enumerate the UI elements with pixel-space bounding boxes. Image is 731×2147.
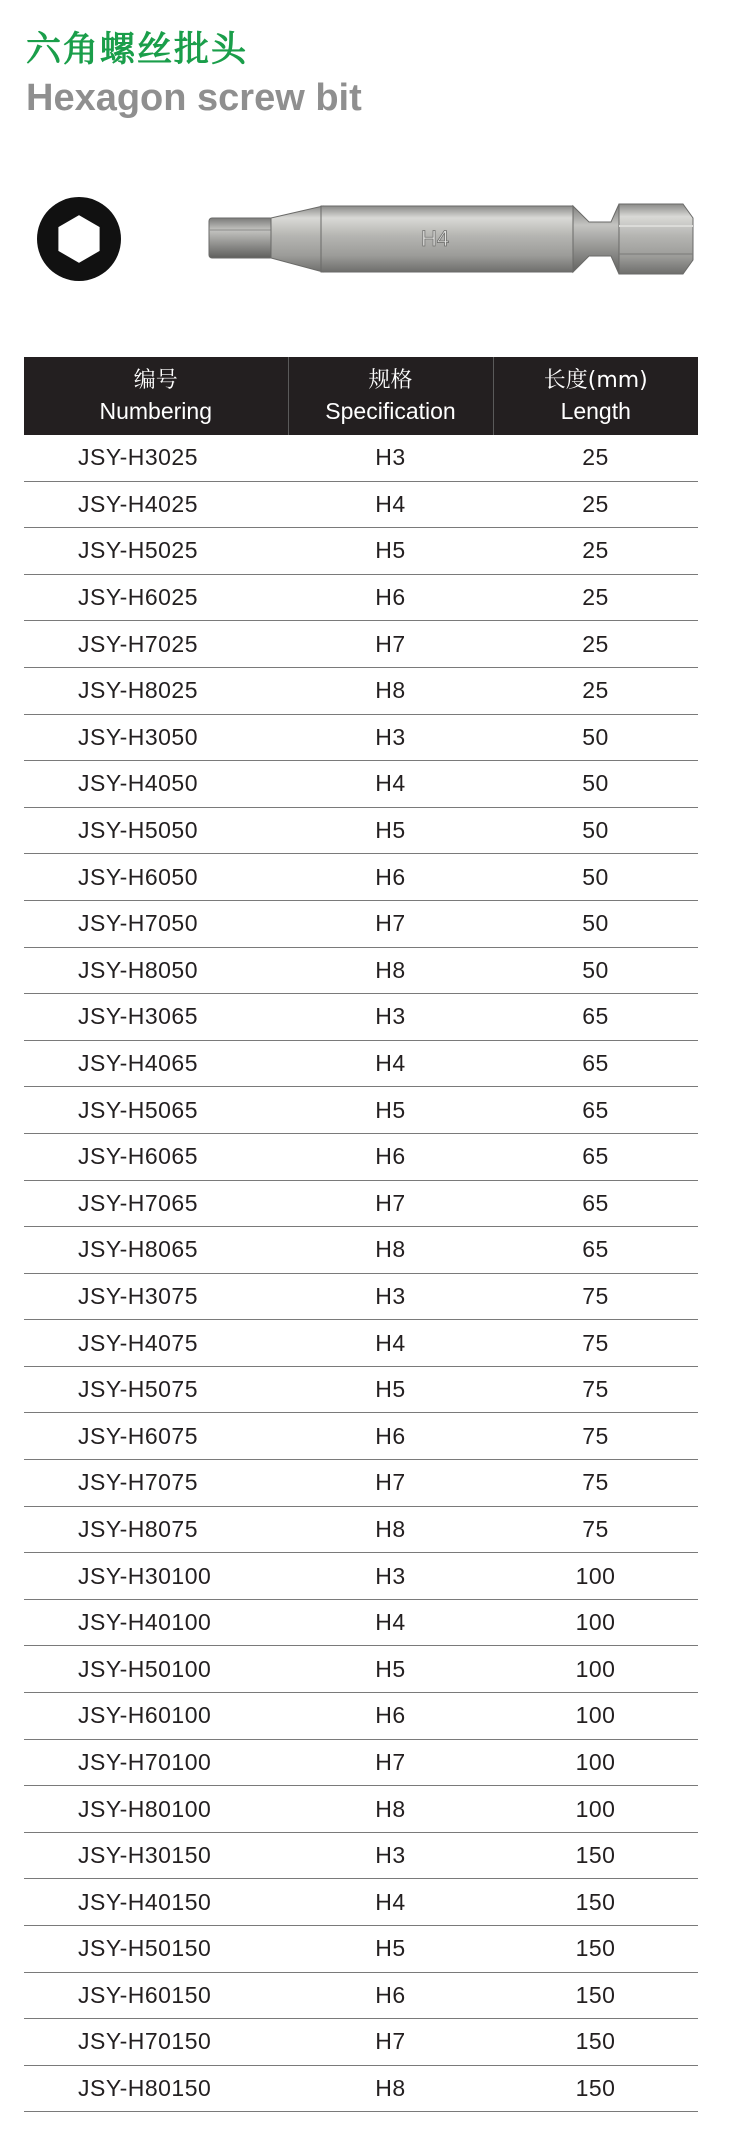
table-row [24,528,698,575]
header-specification-en: Specification [325,398,456,424]
table-row [24,807,698,854]
cell-numbering: JSY-H7025 [24,621,288,668]
cell-numbering: JSY-H5065 [24,1087,288,1134]
cell-specification: H7 [288,1739,493,1786]
cell-specification: H8 [288,947,493,994]
cell-length: 100 [493,1739,698,1786]
cell-numbering: JSY-H50100 [24,1646,288,1693]
table-row [24,1366,698,1413]
cell-specification: H3 [288,714,493,761]
cell-numbering: JSY-H4065 [24,1040,288,1087]
table-row [24,994,698,1041]
cell-numbering: JSY-H6065 [24,1133,288,1180]
table-row [24,667,698,714]
cell-numbering: JSY-H6075 [24,1413,288,1460]
table-row [24,1273,698,1320]
cell-numbering: JSY-H3065 [24,994,288,1041]
table-row [24,761,698,808]
cell-specification: H4 [288,1040,493,1087]
header-length-cn: 长度(mm) [543,368,648,393]
cell-numbering: JSY-H70150 [24,2019,288,2066]
cell-specification: H5 [288,1926,493,1973]
table-row [24,1553,698,1600]
cell-numbering: JSY-H7050 [24,900,288,947]
cell-length: 50 [493,761,698,808]
cell-length: 65 [493,1087,698,1134]
cell-specification: H5 [288,528,493,575]
table-row [24,1739,698,1786]
cell-length: 50 [493,714,698,761]
header-specification-cn: 规格 [368,368,413,393]
cell-specification: H3 [288,994,493,1041]
cell-specification: H7 [288,2019,493,2066]
table-row [24,1227,698,1274]
page-title-english: Hexagon screw bit [26,77,362,119]
cell-numbering: JSY-H60150 [24,1972,288,2019]
table-row [24,1133,698,1180]
cell-specification: H5 [288,807,493,854]
table-row [24,1926,698,1973]
cell-length: 75 [493,1273,698,1320]
header-numbering-en: Numbering [99,398,212,424]
cell-numbering: JSY-H40100 [24,1599,288,1646]
cell-numbering: JSY-H30100 [24,1553,288,1600]
cell-length: 75 [493,1366,698,1413]
cell-length: 75 [493,1413,698,1460]
table-row [24,1599,698,1646]
cell-length: 150 [493,1926,698,1973]
page-title-chinese: 六角螺丝批头 [26,30,249,70]
cell-specification: H4 [288,761,493,808]
table-row [24,481,698,528]
table-header-row [24,357,698,435]
cell-specification: H6 [288,1972,493,2019]
cell-length: 25 [493,667,698,714]
cell-specification: H4 [288,481,493,528]
cell-specification: H6 [288,1413,493,1460]
table-row [24,947,698,994]
header-numbering-cn: 编号 [133,368,178,393]
cell-specification: H5 [288,1366,493,1413]
cell-length: 150 [493,2019,698,2066]
cell-numbering: JSY-H80100 [24,1786,288,1833]
cell-numbering: JSY-H3050 [24,714,288,761]
cell-specification: H3 [288,1273,493,1320]
cell-numbering: JSY-H5025 [24,528,288,575]
cell-numbering: JSY-H6025 [24,574,288,621]
cell-length: 25 [493,528,698,575]
cell-length: 150 [493,2065,698,2112]
cell-specification: H5 [288,1646,493,1693]
table-row [24,1460,698,1507]
header-length-en: Length [560,398,631,424]
table-row [24,1786,698,1833]
cell-specification: H8 [288,1786,493,1833]
cell-specification: H8 [288,667,493,714]
table-row [24,1879,698,1926]
cell-numbering: JSY-H7065 [24,1180,288,1227]
cell-length: 100 [493,1786,698,1833]
table-row [24,900,698,947]
header-length [493,357,698,435]
cell-length: 50 [493,807,698,854]
table-row [24,1180,698,1227]
cell-specification: H6 [288,1693,493,1740]
table-row [24,1972,698,2019]
cell-numbering: JSY-H3025 [24,435,288,481]
cell-length: 25 [493,435,698,481]
cell-specification: H8 [288,1227,493,1274]
cell-specification: H7 [288,900,493,947]
cell-specification: H6 [288,574,493,621]
table-row [24,1693,698,1740]
cell-specification: H5 [288,1087,493,1134]
table-row [24,574,698,621]
cell-length: 100 [493,1646,698,1693]
cell-numbering: JSY-H4025 [24,481,288,528]
cell-specification: H8 [288,1506,493,1553]
cell-numbering: JSY-H5075 [24,1366,288,1413]
table-row [24,1832,698,1879]
hex-bit-illustration [205,196,697,282]
cell-length: 65 [493,1133,698,1180]
table-row [24,1506,698,1553]
cell-numbering: JSY-H4075 [24,1320,288,1367]
table-row [24,435,698,481]
cell-numbering: JSY-H40150 [24,1879,288,1926]
cell-length: 50 [493,947,698,994]
cell-specification: H3 [288,1553,493,1600]
cell-numbering: JSY-H8065 [24,1227,288,1274]
cell-specification: H4 [288,1879,493,1926]
cell-numbering: JSY-H6050 [24,854,288,901]
table-row [24,1646,698,1693]
cell-numbering: JSY-H5050 [24,807,288,854]
cell-length: 150 [493,1879,698,1926]
cell-length: 65 [493,1180,698,1227]
table-row [24,621,698,668]
table-row [24,1087,698,1134]
cell-specification: H7 [288,621,493,668]
cell-numbering: JSY-H8025 [24,667,288,714]
cell-numbering: JSY-H80150 [24,2065,288,2112]
cell-numbering: JSY-H7075 [24,1460,288,1507]
cell-numbering: JSY-H50150 [24,1926,288,1973]
cell-numbering: JSY-H30150 [24,1832,288,1879]
header-specification [288,357,493,435]
cell-length: 65 [493,1040,698,1087]
cell-specification: H6 [288,854,493,901]
table-row [24,1040,698,1087]
cell-numbering: JSY-H8075 [24,1506,288,1553]
cell-length: 100 [493,1599,698,1646]
cell-specification: H3 [288,435,493,481]
table-row [24,2065,698,2112]
cell-length: 75 [493,1506,698,1553]
table-row [24,854,698,901]
table-row [24,1320,698,1367]
cell-length: 65 [493,1227,698,1274]
bit-size-engraving: H4 [421,226,450,251]
spec-table [24,357,698,2112]
cell-specification: H7 [288,1180,493,1227]
cell-numbering: JSY-H60100 [24,1693,288,1740]
cell-length: 50 [493,900,698,947]
cell-numbering: JSY-H8050 [24,947,288,994]
table-body [24,435,698,2112]
cell-specification: H8 [288,2065,493,2112]
cell-length: 25 [493,574,698,621]
cell-specification: H7 [288,1460,493,1507]
cell-length: 25 [493,481,698,528]
cell-specification: H3 [288,1832,493,1879]
cell-length: 65 [493,994,698,1041]
table-row [24,714,698,761]
table-row [24,1413,698,1460]
hexagon-socket-icon [34,194,124,284]
cell-length: 75 [493,1320,698,1367]
cell-length: 100 [493,1693,698,1740]
cell-numbering: JSY-H3075 [24,1273,288,1320]
cell-specification: H4 [288,1320,493,1367]
cell-length: 150 [493,1832,698,1879]
cell-length: 150 [493,1972,698,2019]
cell-numbering: JSY-H70100 [24,1739,288,1786]
cell-length: 25 [493,621,698,668]
header-numbering [24,357,288,435]
cell-length: 100 [493,1553,698,1600]
cell-specification: H4 [288,1599,493,1646]
table-row [24,2019,698,2066]
cell-numbering: JSY-H4050 [24,761,288,808]
cell-length: 50 [493,854,698,901]
cell-specification: H6 [288,1133,493,1180]
cell-length: 75 [493,1460,698,1507]
